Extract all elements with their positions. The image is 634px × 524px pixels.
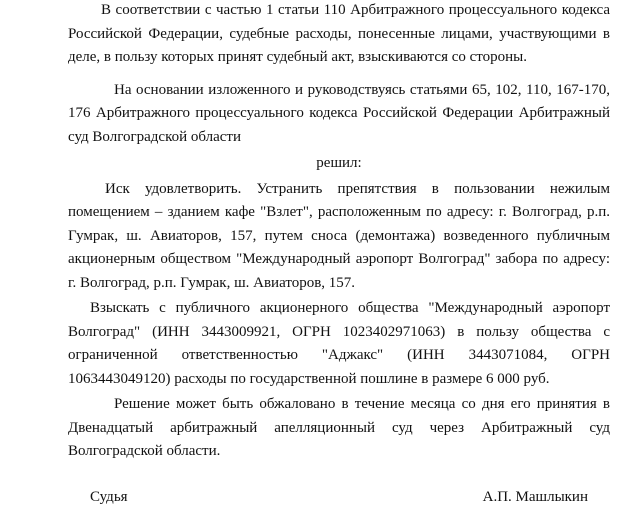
paragraph-costs-recovery: Взыскать с публичного акционерного общества "Международный аэропорт Волгоград" (ИНН 3443009921, ОГРН 1023402971063) в пользу общества с ограниченной ответственностью "Аджакс" (ИНН 3443071084, ОГРН 1063443049120) расходы по государственной пошлине в размере 6 000 руб. (68, 300, 610, 387)
signature-name: А.П. Машлыкин (482, 489, 588, 505)
paragraph-legal-grounds: На основании изложенного и руководствуясь статьями 65, 102, 110, 167-170, 176 Арбитражного процессуального кодекса Российской Федерации Арбитражный суд Волгоградской области (68, 81, 610, 145)
signature-block (90, 486, 588, 509)
paragraph-appeal: Решение может быть обжаловано в течение месяца со дня его принятия в Двенадцатый арбитражный апелляционный суд через Арбитражный суд Волгоградской области. (68, 396, 610, 459)
paragraph-claim-granted: Иск удовлетворить. Устранить препятствия в пользовании нежилым помещением – зданием кафе "Взлет", расположенным по адресу: г. Волгоград, р.п. Гумрак, ш. Авиаторов, 157, путем сноса (демонтажа) возведенного публичным акционерным обществом "Международный аэропорт Волгоград" забора по адресу: г. Волгоград, р.п. Гумрак, ш. Авиаторов, 157. (68, 180, 610, 291)
decision-heading: решил: (316, 155, 362, 171)
paragraph-court-costs: В соответствии с частью 1 статьи 110 Арбитражного процессуального кодекса Российской Федерации, судебные расходы, понесенные лицами, участвующими в деле, в пользу которых принят судебный акт, взыскиваются со стороны. (68, 2, 610, 65)
signature-role: Судья (90, 489, 128, 505)
document-body (68, 0, 610, 464)
